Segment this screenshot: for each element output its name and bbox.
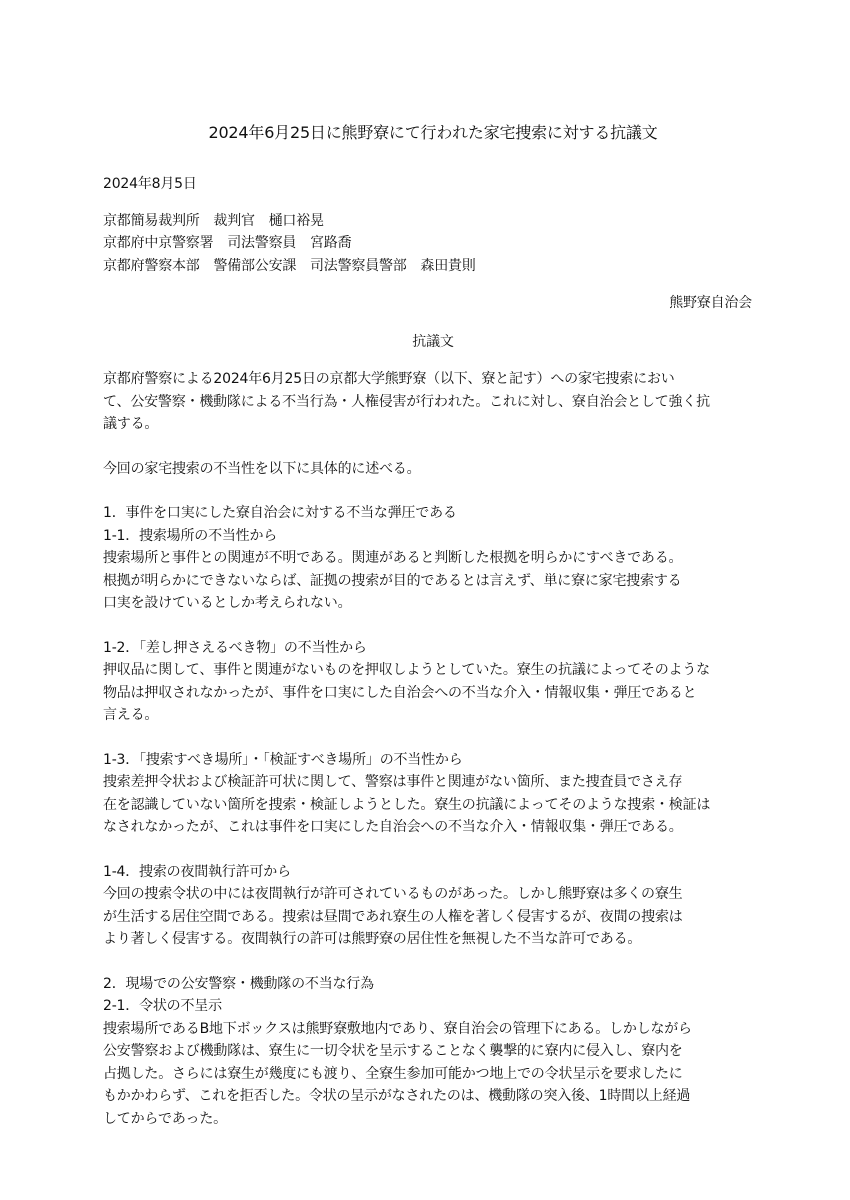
paragraph-line: 公安警察および機動隊は、寮生に一切令状を呈示することなく襲撃的に寮内に侵入し、寮内を [103, 1043, 683, 1059]
paragraph-line: 在を認識していない箇所を捜索・検証しようとした。寮生の抗議によってそのような捜索・検証は [103, 796, 711, 813]
subsection-title: 1-4．捜索の夜間執行許可から [103, 863, 291, 880]
subsection-title: 1-3．「捜索すべき場所」・「検証すべき場所」の不当性から [103, 751, 463, 768]
paragraph-line: 議する。 [103, 416, 159, 432]
paragraph-line: 言える。 [103, 707, 159, 723]
protest-letter [103, 120, 763, 1130]
section-title: 2．現場での公安警察・機動隊の不当な行為 [103, 975, 374, 992]
paragraph-line: 占拠した。さらには寮生が幾度にも渡り、全寮生参加可能かつ地上での令状呈示を要求したに [103, 1065, 683, 1082]
paragraph-line: 京都府警察による2024年6月25日の京都大学熊野寮（以下、寮と記す）への家宅捜索におい [103, 371, 675, 387]
opening-paragraph [103, 368, 763, 436]
paragraph-line: 捜索差押令状および検証許可状に関して、警察は事件と関連がない箇所、また捜査員でさえ存 [103, 774, 683, 790]
subsection-2-1 [103, 995, 763, 1130]
paragraph-line: もかかわらず、これを拒否した。令状の呈示がなされたのは、機動隊の突入後、1時間以上経過 [103, 1088, 691, 1104]
paragraph-line: 根拠が明らかにできないならば、証拠の捜索が目的であるとは言えず、単に寮に家宅捜索する [103, 572, 682, 589]
paragraph-line: してからであった。 [103, 1110, 227, 1127]
subsection-1-3 [103, 749, 763, 839]
document-title: 2024年6月25日に熊野寮にて行われた家宅捜索に対する抗議文 [208, 123, 658, 142]
section-2 [103, 973, 763, 1131]
paragraph-line: なされなかったが、これは事件を口実にした自治会への不当な介入・情報収集・弾圧である。 [103, 819, 683, 835]
subsection-1-2 [103, 637, 763, 727]
sender-name: 熊野寮自治会 [669, 295, 752, 311]
subsection-title: 1-2．「差し押さえるべき物」の不当性から [103, 639, 367, 656]
paragraph-line: 押収品に関して、事件と関連がないものを押収しようとしていた。寮生の抗議によってそのような [103, 662, 710, 678]
paragraph-line: 捜索場所であるB地下ボックスは熊野寮敷地内であり、寮自治会の管理下にある。しかしながら [103, 1020, 692, 1037]
recipient-list [103, 210, 763, 278]
subsection-1-1 [103, 525, 763, 615]
intro-paragraph [103, 458, 763, 481]
subsection-title: 2-1．令状の不呈示 [103, 998, 222, 1014]
section-title: 1．事件を口実にした寮自治会に対する不当な弾圧である [103, 505, 457, 521]
paragraph-line: 物品は押収されなかったが、事件を口実にした自治会への不当な介入・情報収集・弾圧であると [103, 684, 697, 701]
document-date: 2024年8月5日 [103, 176, 197, 192]
paragraph-line: 捜索場所と事件との関連が不明である。関連があると判断した根拠を明らかにすべきである。 [103, 550, 683, 566]
paragraph-line: 口実を設けているとしか考えられない。 [103, 595, 352, 611]
paragraph-line: より著しく侵害する。夜間執行の許可は熊野寮の居住性を無視した不当な許可である。 [103, 931, 642, 947]
section-1 [103, 502, 763, 951]
recipient-line: 京都府中京警察署 司法警察員 宮路喬 [103, 235, 352, 251]
letter-heading: 抗議文 [412, 333, 454, 350]
subsection-title: 1-1．捜索場所の不当性から [103, 527, 278, 544]
paragraph-line: が生活する居住空間である。捜索は昼間であれ寮生の人権を著しく侵害するが、夜間の捜索は [103, 908, 683, 925]
recipient-line: 京都簡易裁判所 裁判官 樋口裕晃 [103, 212, 324, 229]
paragraph-line: て、公安警察・機動隊による不当行為・人権侵害が行われた。これに対し、寮自治会として強く抗 [103, 393, 710, 410]
paragraph-line: 今回の捜索令状の中には夜間執行が許可されているものがあった。しかし熊野寮は多くの寮生 [103, 886, 683, 902]
recipient-line: 京都府警察本部 警備部公安課 司法警察員警部 森田貴則 [103, 257, 476, 274]
subsection-1-4 [103, 861, 763, 951]
paragraph-line: 今回の家宅捜索の不当性を以下に具体的に述べる。 [103, 460, 421, 477]
